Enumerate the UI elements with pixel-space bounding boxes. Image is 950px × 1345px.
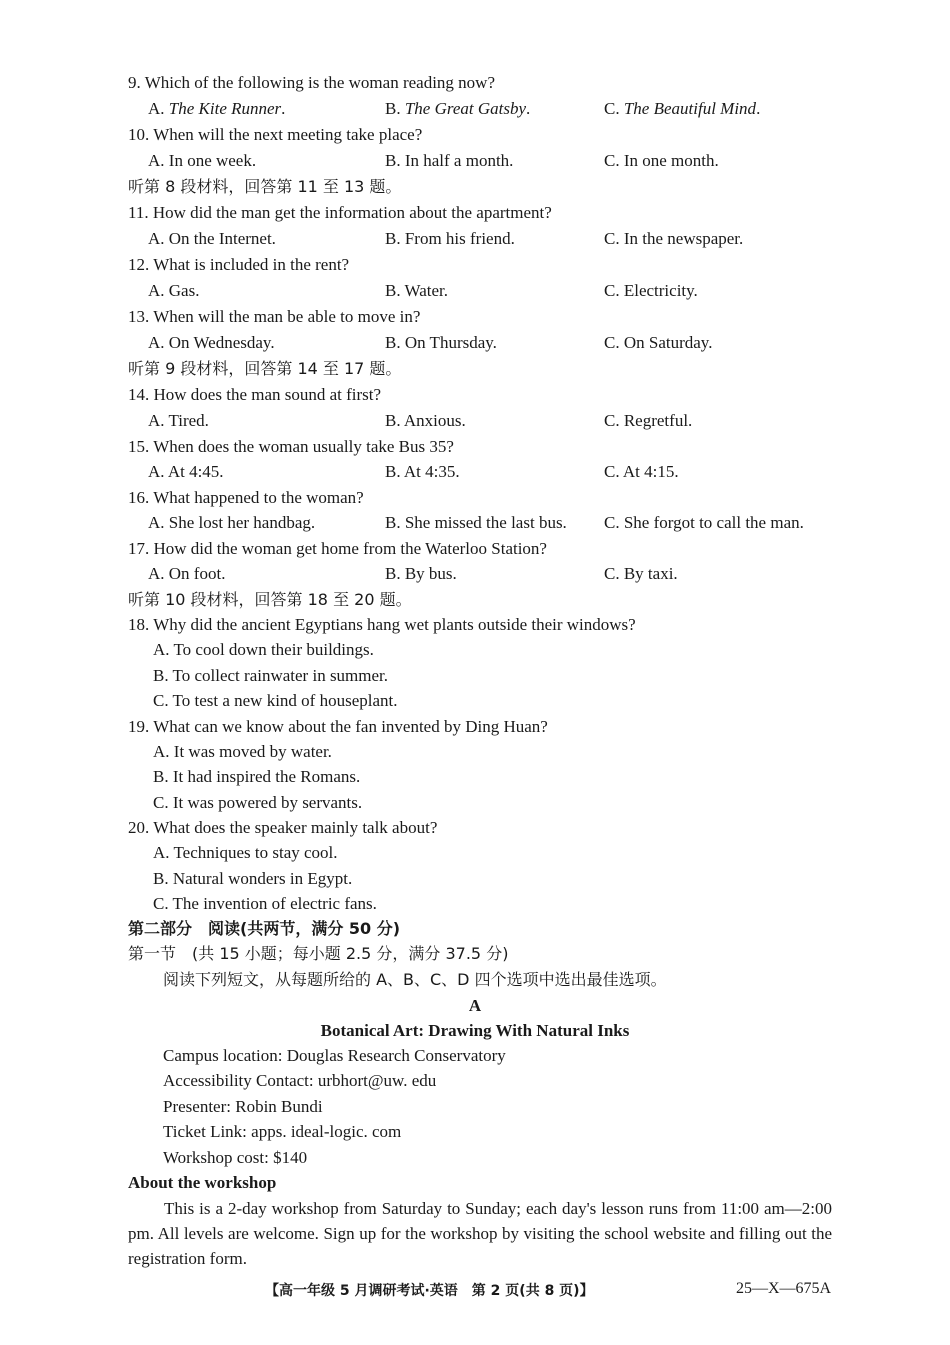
q10-option-c: C. In one month. xyxy=(604,151,719,170)
presenter: Presenter: Robin Bundi xyxy=(163,1097,323,1116)
q15-option-a: A. At 4:45. xyxy=(148,462,224,481)
q13-option-a: A. On Wednesday. xyxy=(148,333,275,352)
section-8-heading: 听第 8 段材料，回答第 11 至 13 题。 xyxy=(128,177,402,196)
q12-option-c: C. Electricity. xyxy=(604,281,698,300)
q9-option-c: C. The Beautiful Mind. xyxy=(604,99,761,118)
q18-option-b: B. To collect rainwater in summer. xyxy=(153,666,389,685)
q14-option-a: A. Tired. xyxy=(148,411,209,430)
q9-option-a-title: The Kite Runner xyxy=(168,99,282,118)
q9-option-b-title: The Great Gatsby xyxy=(404,99,527,118)
q17-option-a: A. On foot. xyxy=(148,564,226,583)
q19-option-a: A. It was moved by water. xyxy=(153,742,332,761)
question-15: 15. When does the woman usually take Bus 35? xyxy=(128,437,454,456)
footer-page-info: 【高一年级 5 月调研考试·英语 第 2 页(共 8 页)】 xyxy=(265,1283,594,1299)
section-10-heading: 听第 10 段材料，回答第 18 至 20 题。 xyxy=(128,590,412,609)
q9-option-b-label: B. xyxy=(385,99,401,118)
q17-option-c: C. By taxi. xyxy=(604,564,678,583)
q13-option-c: C. On Saturday. xyxy=(604,333,713,352)
q15-option-c: C. At 4:15. xyxy=(604,462,679,481)
question-12: 12. What is included in the rent? xyxy=(128,255,350,274)
q14-option-c: C. Regretful. xyxy=(604,411,693,430)
accessibility-contact: Accessibility Contact: urbhort@uw. edu xyxy=(163,1071,437,1090)
workshop-cost: Workshop cost: $140 xyxy=(163,1148,308,1167)
q11-option-a: A. On the Internet. xyxy=(148,229,276,248)
question-17: 17. How did the woman get home from the Waterloo Station? xyxy=(128,539,547,558)
q10-option-b: B. In half a month. xyxy=(385,151,514,170)
passage-title: Botanical Art: Drawing With Natural Inks xyxy=(320,1021,630,1040)
q13-option-b: B. On Thursday. xyxy=(385,333,497,352)
part-2-heading: 第二部分 阅读(共两节，满分 50 分) xyxy=(128,919,401,938)
question-18: 18. Why did the ancient Egyptians hang wet plants outside their windows? xyxy=(128,615,636,634)
q16-option-a: A. She lost her handbag. xyxy=(148,513,316,532)
q9-option-a: A. The Kite Runner. xyxy=(148,99,286,118)
q12-option-a: A. Gas. xyxy=(148,281,200,300)
question-19: 19. What can we know about the fan invented by Ding Huan? xyxy=(128,717,548,736)
q18-option-c: C. To test a new kind of houseplant. xyxy=(153,691,398,710)
q11-option-c: C. In the newspaper. xyxy=(604,229,744,248)
question-16: 16. What happened to the woman? xyxy=(128,488,364,507)
q11-option-b: B. From his friend. xyxy=(385,229,515,248)
ticket-link: Ticket Link: apps. ideal-logic. com xyxy=(163,1122,402,1141)
q20-option-b: B. Natural wonders in Egypt. xyxy=(153,869,353,888)
q9-option-b: B. The Great Gatsby. xyxy=(385,99,531,118)
q17-option-b: B. By bus. xyxy=(385,564,457,583)
q20-option-c: C. The invention of electric fans. xyxy=(153,894,377,913)
q10-option-a: A. In one week. xyxy=(148,151,257,170)
q19-option-c: C. It was powered by servants. xyxy=(153,793,363,812)
question-9: 9. Which of the following is the woman reading now? xyxy=(128,73,495,92)
q9-option-a-label: A. xyxy=(148,99,165,118)
q18-option-a: A. To cool down their buildings. xyxy=(153,640,374,659)
question-14: 14. How does the man sound at first? xyxy=(128,385,382,404)
q14-option-b: B. Anxious. xyxy=(385,411,466,430)
campus-location: Campus location: Douglas Research Conservatory xyxy=(163,1046,506,1065)
q9-option-c-title: The Beautiful Mind xyxy=(623,99,757,118)
q15-option-b: B. At 4:35. xyxy=(385,462,460,481)
q16-option-c: C. She forgot to call the man. xyxy=(604,513,804,532)
reading-instruction: 阅读下列短文，从每题所给的 A、B、C、D 四个选项中选出最佳选项。 xyxy=(163,970,667,989)
q12-option-b: B. Water. xyxy=(385,281,449,300)
question-20: 20. What does the speaker mainly talk about? xyxy=(128,818,438,837)
q16-option-b: B. She missed the last bus. xyxy=(385,513,567,532)
section-9-heading: 听第 9 段材料，回答第 14 至 17 题。 xyxy=(128,359,402,378)
question-10: 10. When will the next meeting take place? xyxy=(128,125,423,144)
question-13: 13. When will the man be able to move in? xyxy=(128,307,421,326)
question-11: 11. How did the man get the information about the apartment? xyxy=(128,203,552,222)
about-workshop-heading: About the workshop xyxy=(128,1173,277,1192)
passage-letter: A xyxy=(468,996,482,1015)
footer-code: 25—X—675A xyxy=(736,1280,832,1297)
q19-option-b: B. It had inspired the Romans. xyxy=(153,767,361,786)
about-workshop-text: This is a 2-day workshop from Saturday to Sunday; each day's lesson runs from 11:00 am—2:00 pm. All levels are welcome. Sign up for the workshop by visiting the school website and filling out the registration form. xyxy=(128,1199,832,1268)
section-1-heading: 第一节 (共 15 小题；每小题 2.5 分，满分 37.5 分) xyxy=(128,944,509,963)
q20-option-a: A. Techniques to stay cool. xyxy=(153,843,338,862)
q9-option-c-label: C. xyxy=(604,99,620,118)
